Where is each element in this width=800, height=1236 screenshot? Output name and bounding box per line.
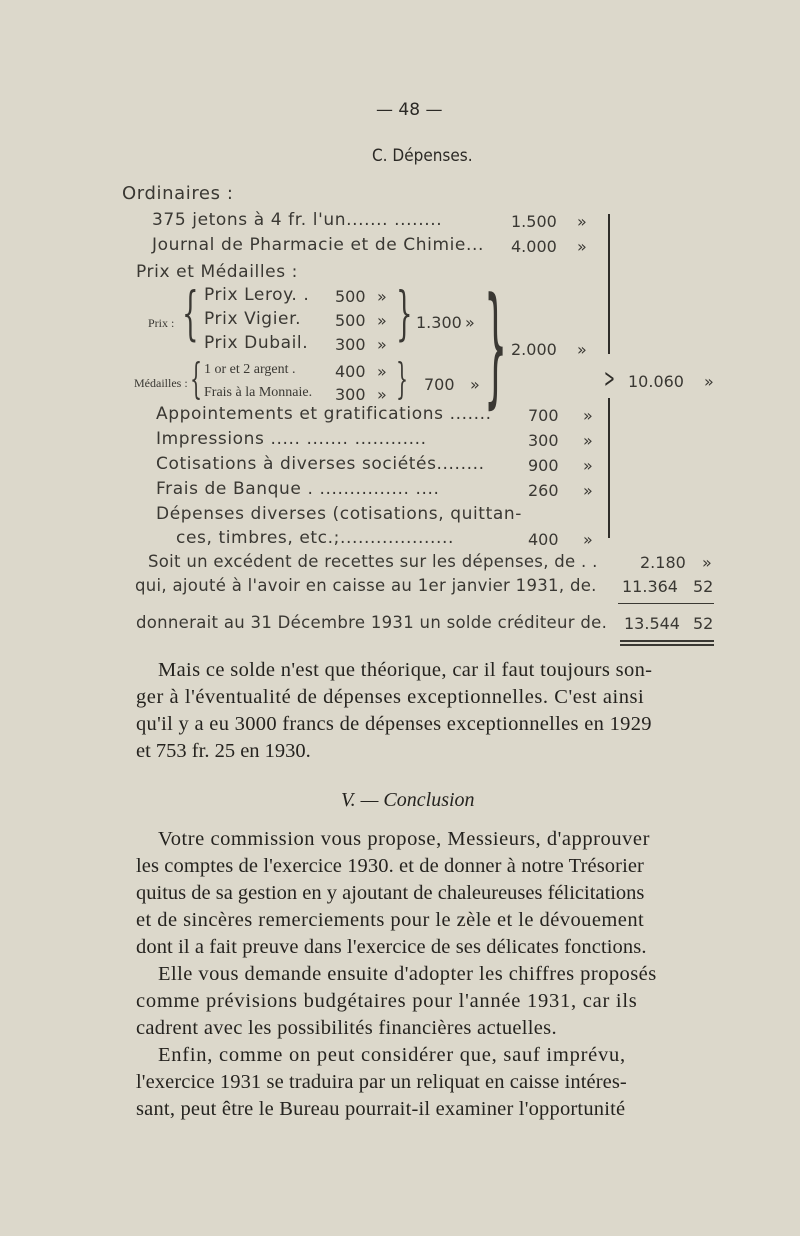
medailles-item-or-argent: 1 or et 2 argent . [204, 362, 296, 377]
medailles-item-monnaie: Frais à la Monnaie. [204, 385, 313, 400]
grand-total-unit: » [704, 372, 714, 391]
page-number: — 48 — [376, 100, 443, 120]
prix-medailles-label: Prix et Médailles : [136, 262, 299, 282]
paragraph-4-line-3: sant, peut être le Bureau pourrait-il examiner l'opportunité [136, 1098, 626, 1120]
prix-brace-left: { [182, 279, 199, 347]
prix-medailles-total-unit: » [577, 340, 587, 359]
line-impressions: Impressions ..... ....... ............ [156, 429, 427, 449]
summary-rule [618, 603, 714, 604]
line-frais-banque: Frais de Banque . ............... .... [156, 479, 440, 499]
paragraph-2-line-5: dont il a fait preuve dans l'exercice de ses délicates fonctions. [136, 936, 647, 958]
paragraph-2-line-3: quitus de sa gestion en y ajoutant de chaleureuses félicitations [136, 882, 645, 904]
ordinaires-amount-journal: 4.000 [511, 237, 557, 256]
summary-excedent-amount: 2.180 [640, 553, 686, 572]
summary-avoir: qui, ajouté à l'avoir en caisse au 1er janvier 1931, de. [135, 576, 597, 595]
prix-amount-dubail: 300 [335, 335, 366, 354]
line-cotisations: Cotisations à diverses sociétés........ [156, 454, 485, 474]
line-depenses-diverses: Dépenses diverses (cotisations, quittan- [156, 504, 522, 524]
total-bracket-point: > [604, 364, 615, 394]
paragraph-2-line-2: les comptes de l'exercice 1930. et de donner à notre Trésorier [136, 855, 644, 877]
paragraph-1-line-4: et 753 fr. 25 en 1930. [136, 740, 311, 762]
prix-total-unit: » [465, 313, 475, 332]
section-heading: C. Dépenses. [372, 146, 473, 166]
prix-total: 1.300 [416, 313, 462, 332]
medailles-brace-right: } [396, 354, 409, 403]
summary-avoir-amount: 11.364 [622, 577, 678, 596]
prix-brace-right: } [396, 279, 413, 347]
prix-amount-leroy: 500 [335, 287, 366, 306]
prix-item-vigier: Prix Vigier. [204, 309, 302, 329]
unit-timbres: » [583, 530, 593, 549]
paragraph-4-line-2: l'exercice 1931 se traduira par un reliquat en caisse intéres- [136, 1071, 627, 1093]
summary-solde-amount: 13.544 [624, 614, 680, 633]
double-rule-bottom [620, 644, 714, 646]
amount-appointements: 700 [528, 406, 559, 425]
prix-unit-dubail: » [377, 335, 387, 354]
medailles-brace-left: { [190, 354, 203, 403]
medailles-unit-monnaie: » [377, 385, 387, 404]
paragraph-2-line-4: et de sincères remerciements pour le zèle et le dévouement [136, 909, 645, 931]
amount-cotisations: 900 [528, 456, 559, 475]
ordinaires-line-journal: Journal de Pharmacie et de Chimie... [152, 235, 484, 255]
medailles-total: 700 [424, 375, 455, 394]
medailles-amount-monnaie: 300 [335, 385, 366, 404]
amount-timbres: 400 [528, 530, 559, 549]
prix-unit-leroy: » [377, 287, 387, 306]
unit-cotisations: » [583, 456, 593, 475]
medailles-total-unit: » [470, 375, 480, 394]
summary-solde: donnerait au 31 Décembre 1931 un solde créditeur de. [136, 613, 608, 632]
prix-amount-vigier: 500 [335, 311, 366, 330]
prix-label: Prix : [148, 316, 175, 330]
prix-unit-vigier: » [377, 311, 387, 330]
unit-frais-banque: » [583, 481, 593, 500]
unit-impressions: » [583, 431, 593, 450]
summary-solde-cents: 52 [693, 614, 714, 633]
ordinaires-line-jetons: 375 jetons à 4 fr. l'un....... ........ [152, 210, 443, 230]
summary-avoir-cents: 52 [693, 577, 714, 596]
paragraph-1-line-2: ger à l'éventualité de dépenses exceptionnelles. C'est ainsi [136, 686, 645, 708]
ordinaires-label: Ordinaires : [122, 183, 234, 204]
paragraph-3-line-1: Elle vous demande ensuite d'adopter les chiffres proposés [158, 963, 657, 985]
paragraph-3-line-2: comme prévisions budgétaires pour l'année 1931, car ils [136, 990, 638, 1012]
conclusion-title: V. — Conclusion [341, 789, 475, 811]
prix-item-dubail: Prix Dubail. [204, 333, 309, 353]
grand-total: 10.060 [628, 372, 684, 391]
line-timbres: ces, timbres, etc.;................... [176, 528, 455, 548]
medailles-amount-or-argent: 400 [335, 362, 366, 381]
paragraph-2-line-1: Votre commission vous propose, Messieurs, d'approuver [158, 828, 650, 850]
medailles-label: Médailles : [134, 376, 188, 390]
paragraph-4-line-1: Enfin, comme on peut considérer que, sauf imprévu, [158, 1044, 626, 1066]
medailles-unit-or-argent: » [377, 362, 387, 381]
line-appointements: Appointements et gratifications ....... [156, 404, 492, 424]
ordinaires-amount-jetons: 1.500 [511, 212, 557, 231]
amount-frais-banque: 260 [528, 481, 559, 500]
amount-impressions: 300 [528, 431, 559, 450]
prix-item-leroy: Prix Leroy. . [204, 285, 310, 305]
summary-excedent: Soit un excédent de recettes sur les dépenses, de . . [148, 552, 598, 571]
prix-medailles-total: 2.000 [511, 340, 557, 359]
ordinaires-unit-journal: » [577, 237, 587, 256]
group-brace: } [484, 269, 508, 421]
unit-appointements: » [583, 406, 593, 425]
total-bracket-top [608, 214, 610, 354]
paragraph-3-line-3: cadrent avec les possibilités financières actuelles. [136, 1017, 557, 1039]
summary-excedent-unit: » [702, 553, 712, 572]
paragraph-1-line-1: Mais ce solde n'est que théorique, car il faut toujours son- [158, 659, 653, 681]
double-rule-top [620, 640, 714, 642]
total-bracket-bottom [608, 398, 610, 538]
paragraph-1-line-3: qu'il y a eu 3000 francs de dépenses exceptionnelles en 1929 [136, 713, 652, 735]
ordinaires-unit-jetons: » [577, 212, 587, 231]
